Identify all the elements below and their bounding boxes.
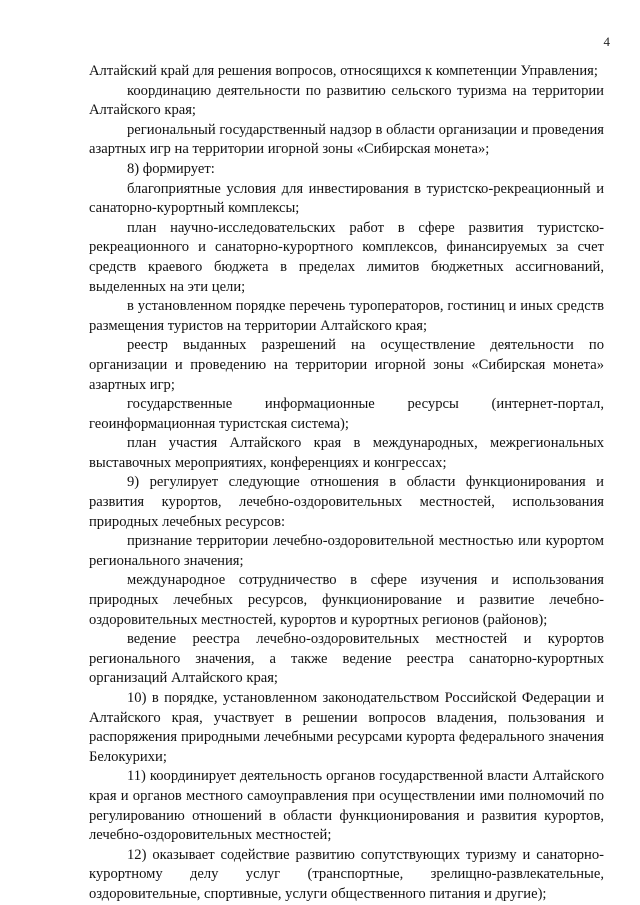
body-text — [89, 62, 604, 905]
paragraph: 9) регулирует следующие отношения в области функционирования и развития курортов, лечебно-оздоровительных местностей, использования природных лечебных ресурсов: — [89, 474, 604, 530]
page-number: 4 — [603, 34, 610, 49]
paragraph: 11) координирует деятельность органов государственной власти Алтайского края и органов местного самоуправления при осуществлении ими полномочий по регулированию отношений в области функционирования и развития курортов, лечебно-оздоровительных местностей; — [89, 768, 604, 844]
paragraph: региональный государственный надзор в области организации и проведения азартных игр на территории игорной зоны «Сибирская монета»; — [89, 121, 604, 158]
paragraph: 12) оказывает содействие развитию сопутствующих туризму и санаторно-курортному делу услуг (транспортные, зрелищно-развлекательные, оздоровительные, спортивные, услуги общественного питания и другие); — [89, 846, 604, 902]
paragraph: в установленном порядке перечень туроператоров, гостиниц и иных средств размещения туристов на территории Алтайского края; — [89, 298, 604, 334]
paragraph: план участия Алтайского края в международных, межрегиональных выставочных мероприятиях, конференциях и конгрессах; — [89, 435, 604, 471]
paragraph: ведение реестра лечебно-оздоровительных местностей и курортов регионального значения, а также ведение реестра санаторно-курортных организаций Алтайского края; — [89, 631, 604, 687]
paragraph: государственные информационные ресурсы (интернет-портал, геоинформационная туристская система); — [89, 396, 604, 432]
paragraph: координацию деятельности по развитию сельского туризма на территории Алтайского края; — [89, 82, 604, 119]
paragraph: международное сотрудничество в сфере изучения и использования природных лечебных ресурсов, функционирование и развитие лечебно-оздоровительных местностей, курортов и курортных регионов (районов); — [89, 572, 604, 628]
paragraph: 10) в порядке, установленном законодательством Российской Федерации и Алтайского края, участвует в решении вопросов владения, пользования и распоряжения природными лечебными ресурсами курорта федерального значения Белокурихи; — [89, 690, 604, 765]
paragraph: 8) формирует: — [127, 160, 215, 177]
paragraph: реестр выданных разрешений на осуществление деятельности по организации и проведению на территории игорной зоны «Сибирская монета» азартных игр; — [89, 337, 604, 393]
paragraph: благоприятные условия для инвестирования в туристско-рекреационный и санаторно-курортный комплексы; — [89, 180, 604, 217]
paragraph: признание территории лечебно-оздоровительной местностью или курортом регионального значения; — [89, 533, 604, 569]
paragraph: план научно-исследовательских работ в сфере развития туристско-рекреационного и санаторно-курортного комплексов, финансируемых за счет средств краевого бюджета в пределах лимитов бюджетных ассигнований, выделенных на эти цели; — [89, 219, 604, 295]
paragraph: Алтайский край для решения вопросов, относящихся к компетенции Управления; — [89, 63, 598, 79]
